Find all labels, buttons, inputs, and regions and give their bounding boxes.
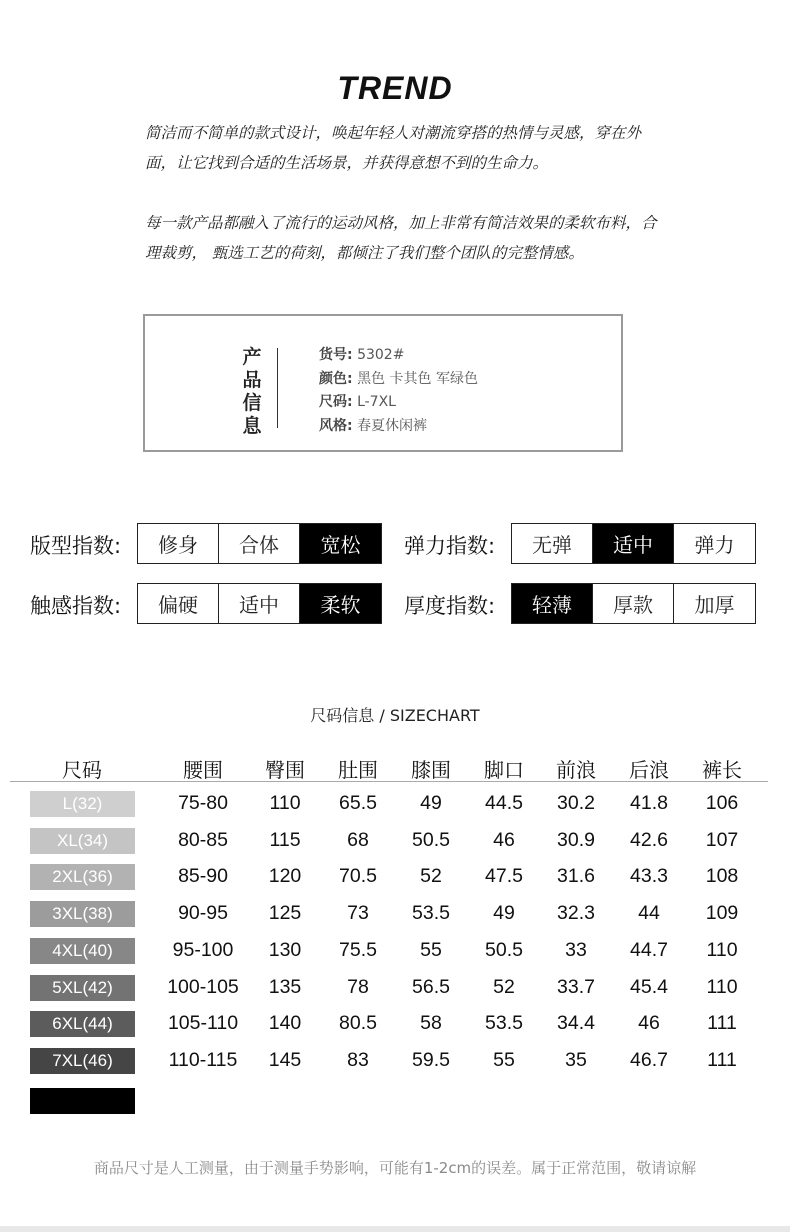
size-chart-cell: 58 <box>420 1012 442 1035</box>
size-chart-cell: 100-105 <box>167 975 239 998</box>
size-label: L(32) <box>30 791 135 817</box>
size-chart-cell: 83 <box>347 1048 369 1071</box>
size-chart-cell: 31.6 <box>557 865 595 888</box>
size-chart-cell: 53.5 <box>485 1012 523 1035</box>
size-chart-cell: 111 <box>707 1012 737 1035</box>
size-chart-header: 脚口 <box>484 758 524 782</box>
intro-paragraph-1: 简洁而不简单的款式设计，唤起年轻人对潮流穿搭的热情与灵感，穿在外面，让它找到合适的生活场景，并获得意想不到的生命力。 <box>145 124 642 172</box>
info-row-item-number: 货号: 5302# <box>319 347 405 363</box>
size-chart-cell: 110 <box>706 975 738 998</box>
size-chart-cell: 46 <box>638 1012 660 1035</box>
size-chart-cell: 43.3 <box>630 865 668 888</box>
page-title: TREND <box>337 70 453 106</box>
size-chart-table <box>0 750 790 1120</box>
size-chart-cell: 33.7 <box>557 975 595 998</box>
size-chart-cell: 80.5 <box>339 1012 377 1035</box>
size-chart-cell: 47.5 <box>485 865 523 888</box>
feel-index-selector <box>137 583 382 624</box>
size-chart-cell: 115 <box>269 828 301 851</box>
info-row-color: 颜色: 黑色 卡其色 军绿色 <box>319 370 478 387</box>
stretch-option-medium[interactable]: 适中 <box>593 524 674 563</box>
fit-index-label: 版型指数: <box>30 534 122 558</box>
size-chart-header: 肚围 <box>338 758 378 782</box>
product-info-box <box>143 314 623 452</box>
size-chart-cell: 110 <box>269 792 301 814</box>
size-chart-cell: 46 <box>493 828 515 851</box>
size-chart-cell: 75-80 <box>178 792 228 814</box>
size-chart-cell: 35 <box>565 1048 587 1071</box>
thickness-option-extra-thick[interactable]: 加厚 <box>694 593 735 617</box>
size-chart-cell: 34.4 <box>557 1012 595 1035</box>
size-chart-cell: 50.5 <box>412 828 450 851</box>
color-swatch-black <box>30 1088 135 1114</box>
size-chart-cell: 111 <box>707 1048 737 1071</box>
product-info-heading: 产 品 信 息 <box>242 346 262 437</box>
stretch-index-selector <box>511 523 756 564</box>
size-chart-cell: 125 <box>268 902 302 925</box>
size-chart-header: 后浪 <box>629 758 669 782</box>
size-chart-title: 尺码信息 / SIZECHART <box>310 706 480 725</box>
size-chart-header: 腰围 <box>183 758 223 782</box>
stretch-option-none[interactable]: 无弹 <box>512 524 593 563</box>
size-chart-cell: 78 <box>347 975 369 998</box>
size-chart-cell: 75.5 <box>339 938 377 961</box>
size-chart-cell: 46.7 <box>630 1048 668 1071</box>
size-chart-cell: 68 <box>347 828 369 851</box>
size-chart-cell: 108 <box>705 865 739 888</box>
size-chart-cell: 110-115 <box>168 1048 238 1071</box>
feel-option-soft[interactable]: 柔软 <box>300 584 381 623</box>
size-chart-cell: 32.3 <box>557 902 595 925</box>
size-chart-cell: 107 <box>705 828 739 851</box>
fit-option-regular[interactable]: 合体 <box>219 524 300 563</box>
size-chart-cell: 85-90 <box>178 865 228 888</box>
size-chart-cell: 30.9 <box>557 828 595 851</box>
thickness-option-thick[interactable]: 厚款 <box>593 584 674 623</box>
size-chart-cell: 135 <box>268 975 302 998</box>
measurement-disclaimer: 商品尺寸是人工测量，由于测量手势影响，可能有1-2cm的误差。属于正常范围，敬请谅解 <box>93 1159 697 1177</box>
size-chart-cell: 106 <box>705 792 739 814</box>
size-chart-cell: 59.5 <box>412 1048 450 1071</box>
info-row-size: 尺码: L-7XL <box>319 394 396 410</box>
size-chart-cell: 56.5 <box>412 975 450 998</box>
size-chart-header: 臀围 <box>265 758 305 782</box>
size-chart-cell: 52 <box>493 975 515 998</box>
size-chart-cell: 73 <box>347 902 369 925</box>
product-info-list <box>319 344 478 438</box>
feel-index-label: 触感指数: <box>30 594 122 618</box>
size-label: 3XL(38) <box>30 901 135 927</box>
fit-option-slim[interactable]: 修身 <box>138 524 219 563</box>
size-chart-cell: 70.5 <box>339 865 377 888</box>
size-chart-cell: 55 <box>493 1048 515 1071</box>
size-chart-cell: 110 <box>706 938 738 961</box>
size-chart-cell: 105-110 <box>167 1012 239 1035</box>
size-label: 7XL(46) <box>30 1048 135 1074</box>
size-chart-cell: 90-95 <box>178 902 228 925</box>
size-chart-cell: 44.7 <box>630 938 668 961</box>
size-chart-header: 裤长 <box>702 758 742 782</box>
size-chart-cell: 65.5 <box>339 792 377 814</box>
size-chart-cell: 140 <box>268 1012 302 1035</box>
feel-option-medium[interactable]: 适中 <box>219 584 300 623</box>
size-chart-cell: 49 <box>420 792 442 814</box>
size-chart-cell: 33 <box>565 938 587 961</box>
size-label: 6XL(44) <box>30 1011 135 1037</box>
size-chart-cell: 130 <box>268 938 302 961</box>
size-chart-cell: 45.4 <box>630 975 668 998</box>
size-chart-cell: 41.8 <box>630 792 668 814</box>
thickness-option-thin[interactable]: 轻薄 <box>512 584 593 623</box>
thickness-index-selector <box>511 583 756 624</box>
size-chart-cell: 80-85 <box>178 828 228 851</box>
size-chart-cell: 109 <box>705 902 739 925</box>
product-info-divider <box>277 348 278 428</box>
intro-paragraph-2: 每一款产品都融入了流行的运动风格，加上非常有简洁效果的柔软布料，合理裁剪， 甄选工艺的荷刻，都倾注了我们整个团队的完整情感。 <box>145 214 657 262</box>
size-label: 2XL(36) <box>30 864 135 890</box>
size-chart-cell: 52 <box>420 865 442 888</box>
size-chart-cell: 30.2 <box>557 792 595 814</box>
size-chart-cell: 120 <box>268 865 302 888</box>
size-chart-cell: 95-100 <box>172 938 234 961</box>
stretch-index-label: 弹力指数: <box>404 534 496 558</box>
thickness-index-label: 厚度指数: <box>404 594 496 618</box>
size-chart-cell: 50.5 <box>485 938 523 961</box>
size-chart-header: 前浪 <box>556 758 596 782</box>
size-chart-header: 尺码 <box>62 758 102 782</box>
bottom-divider <box>0 1226 790 1232</box>
stretch-option-stretch[interactable]: 弹力 <box>694 533 735 557</box>
feel-option-stiff[interactable]: 偏硬 <box>138 584 219 623</box>
size-chart-cell: 44 <box>638 902 660 925</box>
info-row-style: 风格: 春夏休闲裤 <box>319 417 428 434</box>
size-chart-cell: 49 <box>493 902 515 925</box>
size-chart-cell: 44.5 <box>485 792 523 814</box>
size-label: 5XL(42) <box>30 975 135 1001</box>
size-chart-cell: 55 <box>420 938 442 961</box>
size-label: XL(34) <box>30 828 135 854</box>
size-chart-cell: 145 <box>268 1048 302 1071</box>
size-chart-cell: 53.5 <box>412 902 450 925</box>
fit-index-selector <box>137 523 382 564</box>
fit-option-loose[interactable]: 宽松 <box>300 524 381 563</box>
size-label: 4XL(40) <box>30 938 135 964</box>
size-chart-cell: 42.6 <box>630 828 668 851</box>
size-chart-header: 膝围 <box>411 758 451 782</box>
